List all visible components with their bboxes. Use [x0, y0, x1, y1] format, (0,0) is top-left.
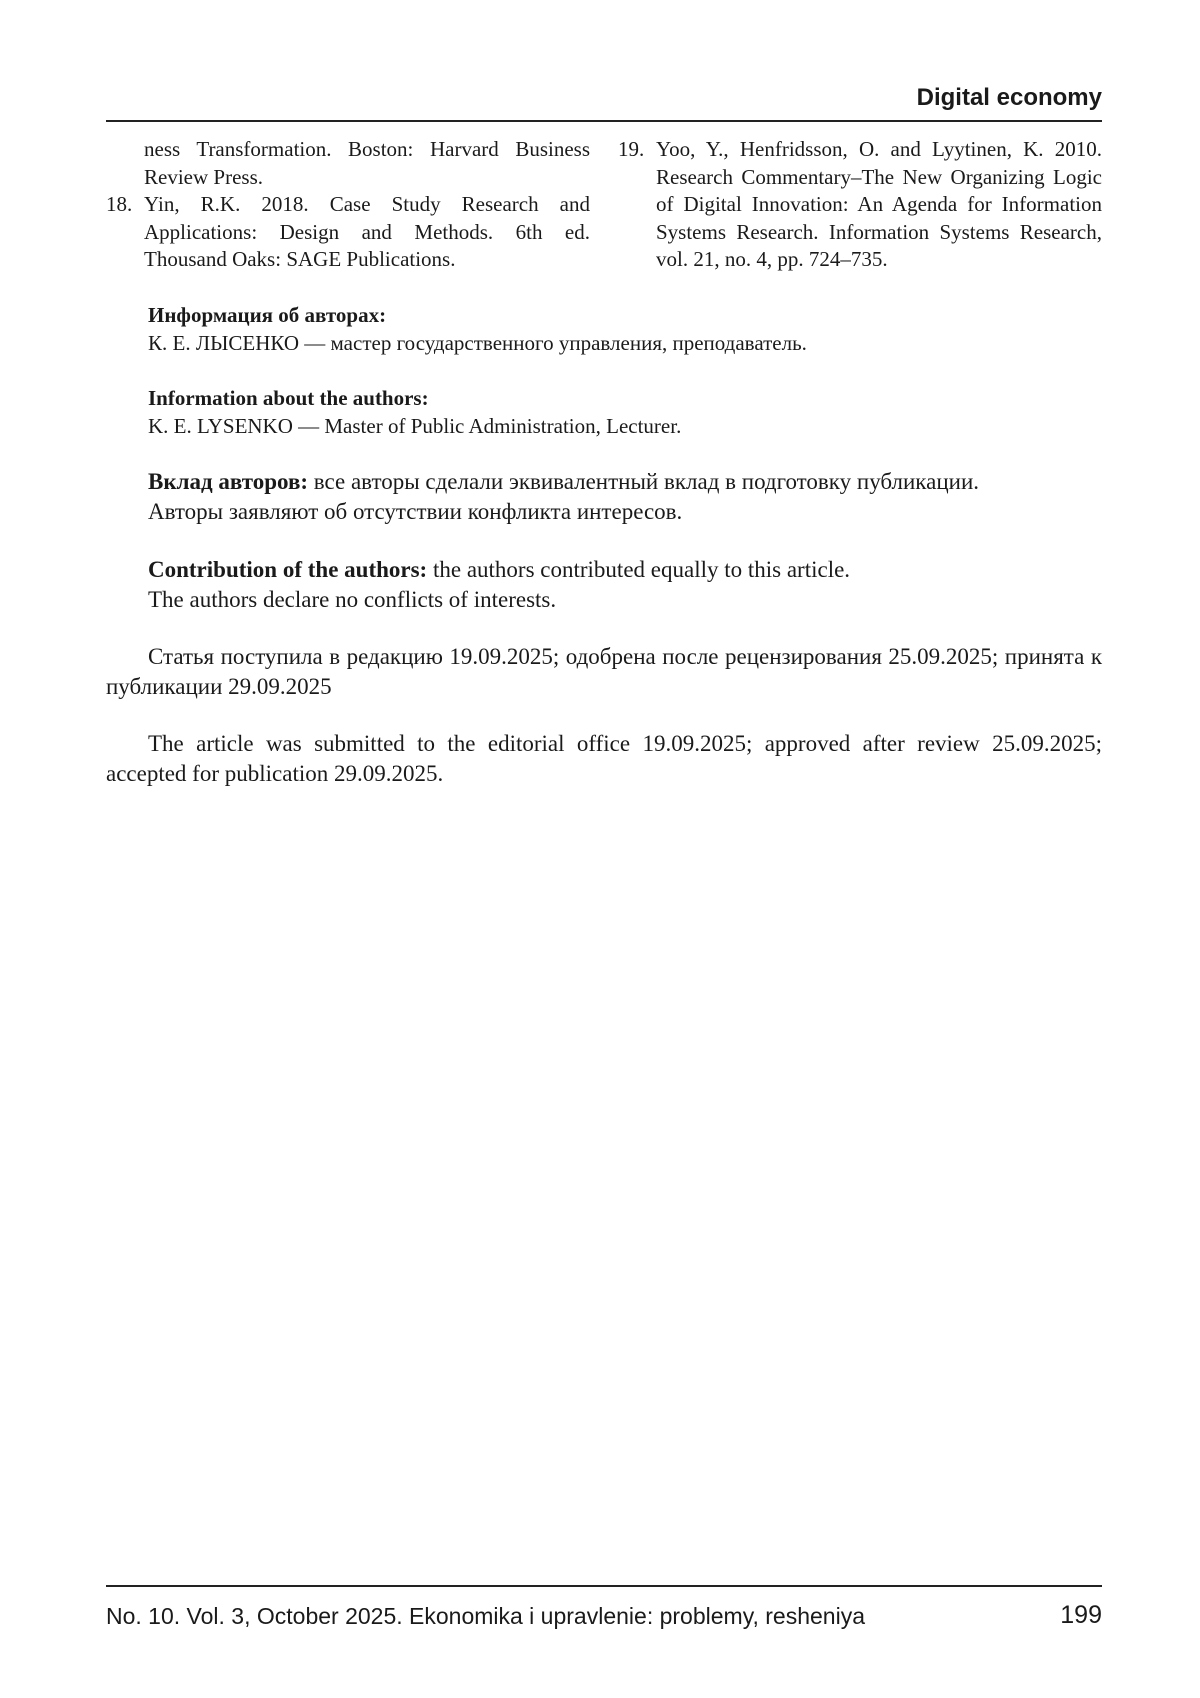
reference-item [106, 191, 590, 274]
running-head: Digital economy [106, 80, 1102, 122]
reference-text: ness Transformation. Boston: Harvard Business Review Press. [144, 137, 590, 189]
page-footer [106, 1585, 1102, 1629]
reference-item [618, 136, 1102, 274]
conflict-statement-ru: Авторы заявляют об отсутствии конфликта интересов. [148, 499, 683, 524]
page-number: 199 [1060, 1601, 1102, 1629]
authors-text-ru: К. Е. ЛЫСЕНКО — мастер государственного управления, преподаватель. [148, 330, 807, 355]
reference-item [106, 136, 590, 191]
reference-column-right [618, 136, 1102, 274]
authors-heading-ru: Информация об авторах: [148, 303, 387, 327]
contribution-en [148, 555, 1102, 615]
authors-text-en: K. E. LYSENKO — Master of Public Administration, Lecturer. [148, 413, 682, 438]
authors-info-en [148, 385, 1102, 440]
contribution-label-ru: Вклад авторов: [148, 469, 309, 494]
journal-citation: No. 10. Vol. 3, October 2025. Ekonomika i upravlenie: problemy, resheniya [106, 1603, 865, 1629]
article-dates-en: The article was submitted to the editorial office 19.09.2025; approved after review 25.09.2025; accepted for publication 29.09.2025. [106, 731, 1102, 786]
reference-text: Yoo, Y., Henfridsson, O. and Lyytinen, K. 2010. Research Commentary–The New Organizing Logic of Digital Innovation: An Agenda for Information Systems Research. Information Systems Research, vol. 21, no. 4, pp. 724–735. [656, 137, 1102, 271]
contribution-line-en [148, 555, 1102, 585]
authors-info-ru [148, 302, 1102, 357]
reference-text: Yin, R.K. 2018. Case Study Research and Applications: Design and Methods. 6th ed. Thousand Oaks: SAGE Publications. [144, 192, 590, 271]
contribution-ru [148, 467, 1102, 527]
contribution-line-ru [148, 467, 1102, 497]
contribution-label-en: Contribution of the authors: [148, 557, 428, 582]
article-dates-ru: Статья поступила в редакцию 19.09.2025; одобрена после рецензирования 25.09.2025; принята к публикации 29.09.2025 [106, 644, 1102, 699]
contribution-text-en: the authors contributed equally to this article. [427, 557, 851, 582]
reference-number: 19. [618, 137, 645, 161]
reference-column-left [106, 136, 590, 274]
authors-heading-en: Information about the authors: [148, 386, 429, 410]
reference-number: 18. [106, 192, 133, 216]
contribution-text-ru: все авторы сделали эквивалентный вклад в подготовку публикации. [308, 469, 980, 494]
conflict-statement-en: The authors declare no conflicts of interests. [148, 587, 557, 612]
